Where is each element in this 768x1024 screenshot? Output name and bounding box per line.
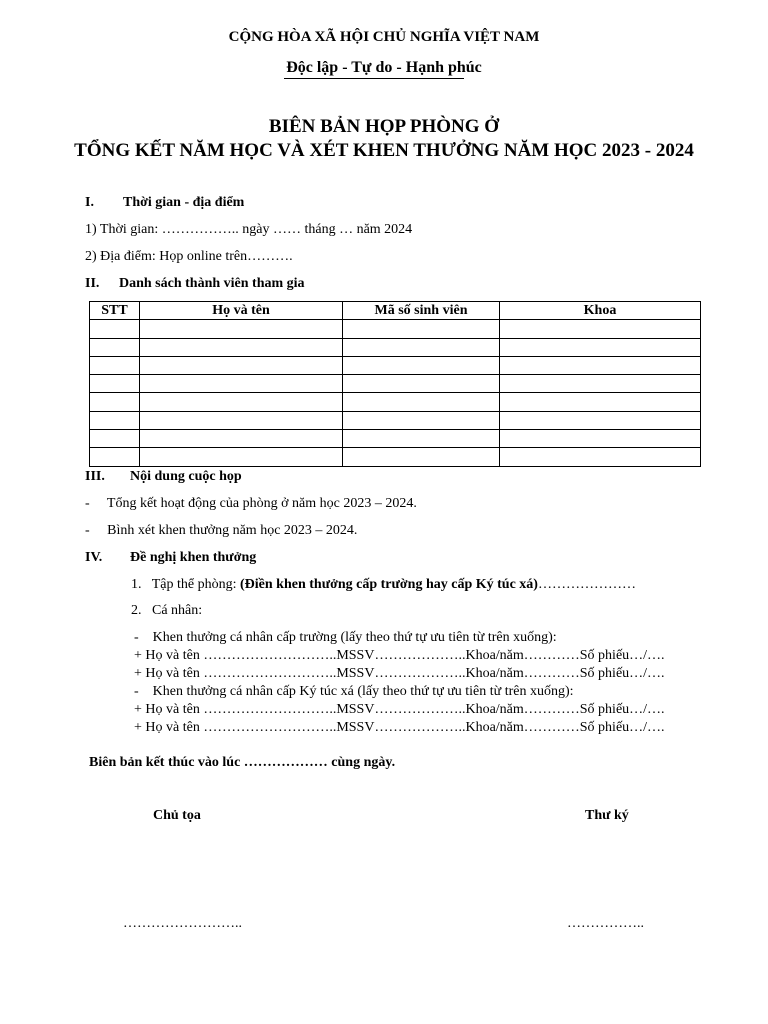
table-row (90, 375, 701, 393)
table-cell (343, 338, 500, 356)
section1-heading: Thời gian - địa điểm (123, 195, 245, 210)
table-cell (343, 320, 500, 338)
column-header-stt: STT (90, 302, 140, 320)
dorm-award-label: - Khen thưởng cá nhân cấp Ký túc xá (lấy theo thứ tự ưu tiên từ trên xuống): (134, 684, 574, 699)
table-cell (90, 356, 140, 374)
collective-award-blank: ………………… (537, 577, 636, 592)
table-row (90, 338, 701, 356)
section3-number: III. (85, 469, 105, 484)
table-cell (90, 430, 140, 448)
section2-number: II. (85, 276, 100, 291)
table-cell (90, 320, 140, 338)
secretary-signature-line: …………….. (567, 916, 644, 931)
table-cell (500, 448, 701, 466)
table-cell (140, 356, 343, 374)
time-line: 1) Thời gian: …………….. ngày …… tháng … năm 2024 (85, 222, 413, 237)
table-cell (500, 356, 701, 374)
table-cell (90, 338, 140, 356)
column-header-faculty: Khoa (500, 302, 701, 320)
table-cell (500, 411, 701, 429)
table-cell (343, 393, 500, 411)
motto: Độc lập - Tự do - Hạnh phúc (286, 59, 482, 76)
table-cell (140, 338, 343, 356)
table-header-row (90, 302, 701, 320)
table-cell (140, 430, 343, 448)
section3-heading: Nội dung cuộc họp (130, 469, 242, 484)
location-line: 2) Địa điểm: Họp online trên………. (85, 249, 293, 264)
column-header-name: Họ và tên (140, 302, 343, 320)
school-award-entry-2: + Họ và tên ………………………..MSSV………………..Khoa/năm…………Số phiếu…/…. (134, 666, 665, 681)
section2-heading: Danh sách thành viên tham gia (119, 276, 305, 291)
table-cell (90, 375, 140, 393)
table-row (90, 448, 701, 466)
table-cell (343, 448, 500, 466)
chair-signature-line: …………………….. (123, 916, 242, 931)
table-cell (500, 375, 701, 393)
closing-statement: Biên bản kết thúc vào lúc ……………… cùng ngày. (89, 755, 396, 770)
collective-award-line (131, 578, 636, 592)
table-cell (500, 393, 701, 411)
table-cell (90, 393, 140, 411)
secretary-label: Thư ký (585, 808, 629, 823)
individual-award-label: 2. Cá nhân: (131, 603, 203, 618)
collective-award-label: 1. Tập thể phòng: (131, 577, 241, 592)
table-row (90, 430, 701, 448)
dorm-award-entry-1: + Họ và tên ………………………..MSSV………………..Khoa/năm…………Số phiếu…/…. (134, 702, 665, 717)
dorm-award-entry-2: + Họ và tên ………………………..MSSV………………..Khoa/năm…………Số phiếu…/…. (134, 720, 665, 735)
table-cell (140, 448, 343, 466)
table-cell (140, 411, 343, 429)
table-row (90, 393, 701, 411)
agenda-item-awards: - Bình xét khen thưởng năm học 2023 – 2024. (85, 523, 358, 538)
table-row (90, 320, 701, 338)
nation-header: CỘNG HÒA XÃ HỘI CHỦ NGHĨA VIỆT NAM (228, 29, 540, 45)
document-subtitle: TỔNG KẾT NĂM HỌC VÀ XÉT KHEN THƯỞNG NĂM HỌC 2023 - 2024 (74, 140, 694, 161)
table-cell (140, 375, 343, 393)
table-row (90, 411, 701, 429)
agenda-item-summary: - Tổng kết hoạt động của phòng ở năm học 2023 – 2024. (85, 496, 417, 511)
table-cell (343, 356, 500, 374)
table-cell (140, 320, 343, 338)
table-cell (500, 320, 701, 338)
table-cell (140, 393, 343, 411)
school-award-entry-1: + Họ và tên ………………………..MSSV………………..Khoa/năm…………Số phiếu…/…. (134, 648, 665, 663)
section1-number: I. (85, 195, 94, 210)
members-table (89, 301, 701, 467)
table-cell (343, 430, 500, 448)
motto-underline (284, 78, 464, 79)
collective-award-instruction: (Điền khen thưởng cấp trường hay cấp Ký túc xá) (240, 577, 538, 592)
document-title: BIÊN BẢN HỌP PHÒNG Ở (268, 116, 500, 137)
table-cell (500, 338, 701, 356)
table-cell (343, 375, 500, 393)
section4-number: IV. (85, 550, 103, 565)
section4-heading: Đề nghị khen thưởng (130, 550, 257, 565)
table-cell (343, 411, 500, 429)
table-cell (90, 448, 140, 466)
table-row (90, 356, 701, 374)
table-cell (90, 411, 140, 429)
column-header-student-id: Mã số sinh viên (343, 302, 500, 320)
chair-label: Chủ tọa (153, 808, 201, 823)
school-award-label: - Khen thưởng cá nhân cấp trường (lấy theo thứ tự ưu tiên từ trên xuống): (134, 630, 557, 645)
table-cell (500, 430, 701, 448)
